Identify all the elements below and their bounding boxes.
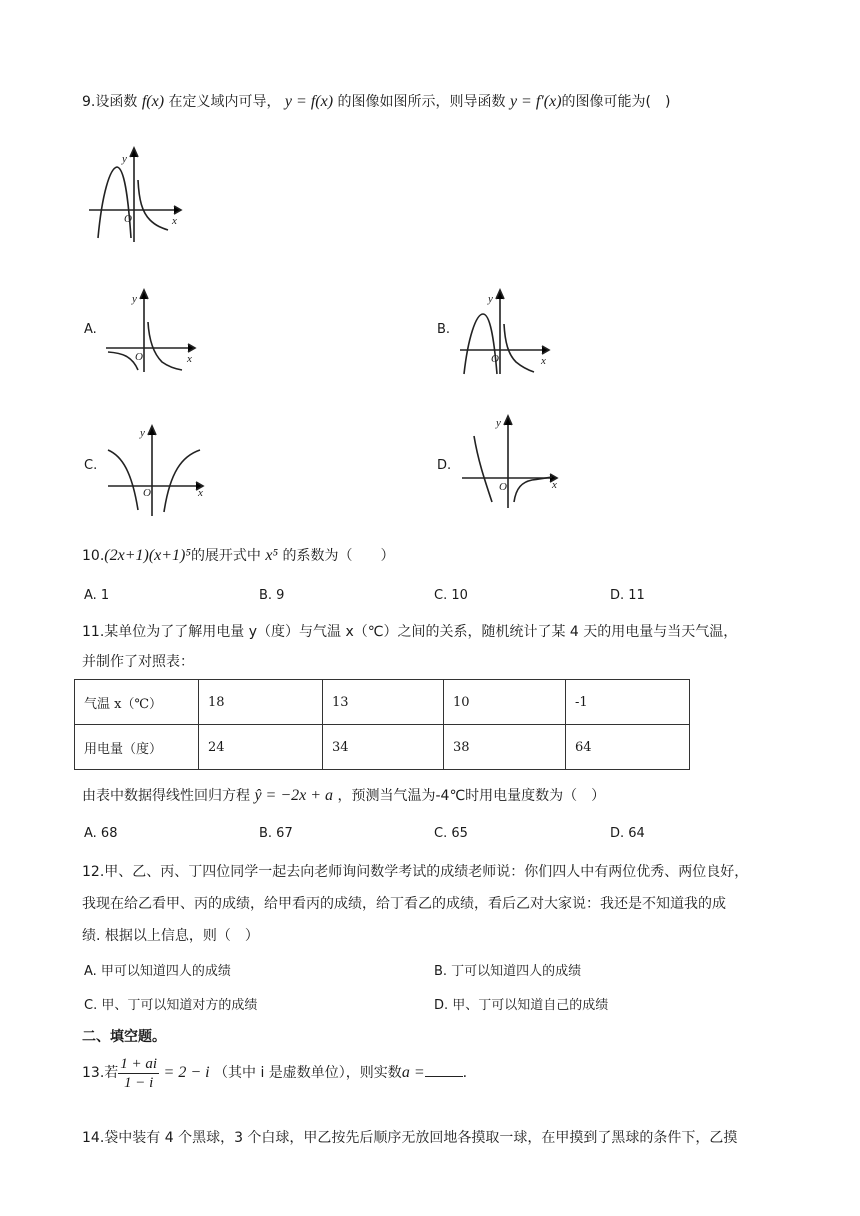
- q11-text-a: 由表中数据得线性回归方程: [82, 788, 250, 804]
- q9-c-x: x: [198, 487, 203, 499]
- q9-text-d: 的图像可能为( ): [561, 94, 671, 110]
- table-cell: 64: [566, 725, 690, 770]
- q12-option-c[interactable]: C. 甲、丁可以知道对方的成绩: [84, 998, 258, 1013]
- q9-option-a-graph[interactable]: [102, 284, 202, 376]
- q13-numerator: 1 + ai: [120, 1055, 158, 1072]
- q11-text-b: ，预测当气温为-4℃时用电量度数为（ ）: [337, 788, 606, 804]
- q9-yfpx: y = f′(x): [509, 93, 562, 110]
- q9-b-y: y: [488, 293, 493, 305]
- q9-option-b-label[interactable]: B.: [437, 322, 451, 337]
- table-cell: 38: [444, 725, 566, 770]
- q12-option-a[interactable]: A. 甲可以知道四人的成绩: [84, 964, 231, 979]
- q9-a-x: x: [187, 353, 192, 365]
- q9-c-y: y: [140, 427, 145, 439]
- q9-b-o: O: [491, 353, 499, 365]
- table-cell: 24: [199, 725, 323, 770]
- q10-option-c[interactable]: C. 10: [434, 588, 468, 603]
- q9-number: 9.: [82, 94, 96, 110]
- q10-stem: [82, 546, 395, 566]
- q13-answer-blank[interactable]: [425, 1062, 463, 1077]
- q10-number: 10.: [82, 548, 105, 564]
- q9-option-c-graph[interactable]: [102, 420, 212, 518]
- q12-option-d[interactable]: D. 甲、丁可以知道自己的成绩: [434, 998, 609, 1013]
- q13-rhs: = 2 − i: [163, 1064, 210, 1081]
- section-title: 二、填空题。: [82, 1029, 166, 1045]
- q13-var: a =: [401, 1064, 425, 1081]
- q9-text-c: 的图像如图所示，则导函数: [337, 94, 506, 110]
- q13-stem: [82, 1054, 467, 1092]
- q11-option-b[interactable]: B. 67: [259, 826, 293, 841]
- table-cell: -1: [566, 680, 690, 725]
- q9-c-o: O: [143, 487, 151, 499]
- table-cell: 用电量（度）: [75, 725, 199, 770]
- q9-option-a-label[interactable]: A.: [84, 322, 97, 337]
- q9-d-y: y: [496, 417, 501, 429]
- q9-fx: f(x): [141, 93, 165, 110]
- q12-line3: 绩. 根据以上信息，则（ ）: [82, 928, 259, 944]
- q13-fraction: [118, 1055, 159, 1092]
- q12-line2: 我现在给乙看甲、丙的成绩，给甲看丙的成绩，给丁看乙的成绩，看后乙对大家说：我还是不知道我的成: [82, 896, 726, 912]
- table-row: [75, 725, 690, 770]
- q9-d-o: O: [499, 481, 507, 493]
- q11-table: [74, 679, 690, 770]
- q13-number: 13.若: [82, 1065, 119, 1081]
- q10-text-a: 的展开式中: [190, 548, 261, 564]
- table-row: [75, 680, 690, 725]
- q9-main-x: x: [172, 215, 177, 227]
- q11-regression: [82, 786, 605, 806]
- table-cell: 气温 x（℃）: [75, 680, 199, 725]
- q9-option-d-graph[interactable]: [456, 410, 566, 510]
- q9-d-x: x: [552, 479, 557, 491]
- q10-option-b[interactable]: B. 9: [259, 588, 285, 603]
- q9-option-b-graph[interactable]: [456, 284, 556, 376]
- q9-text-a: 设函数: [95, 94, 138, 110]
- q10-text-b: 的系数为（ ）: [282, 548, 395, 564]
- q13-denominator: 1 − i: [124, 1074, 154, 1091]
- q13-end: .: [462, 1065, 468, 1081]
- q9-main-y: y: [122, 153, 127, 165]
- q9-a-y: y: [132, 293, 137, 305]
- q12-line1: 12.甲、乙、丙、丁四位同学一起去向老师询问数学考试的成绩老师说：你们四人中有两位优秀、两位良好，: [82, 864, 749, 880]
- q11-line1: 11.某单位为了了解用电量 y（度）与气温 x（℃）之间的关系，随机统计了某 4 天的用电量与当天气温，: [82, 624, 738, 640]
- q9-main-o: O: [124, 213, 132, 225]
- q10-expr: (2x+1)(x+1)⁵: [104, 547, 191, 564]
- q10-option-a[interactable]: A. 1: [84, 588, 110, 603]
- q9-main-graph: [84, 142, 194, 244]
- q14-line1: 14.袋中装有 4 个黑球，3 个白球，甲乙按先后顺序无放回地各摸取一球，在甲摸到了黑球的条件下，乙摸: [82, 1130, 738, 1146]
- q11-line2: 并制作了对照表：: [82, 654, 194, 670]
- q11-equation: ŷ = −2x + a: [254, 787, 334, 804]
- table-cell: 18: [199, 680, 323, 725]
- q9-option-d-label[interactable]: D.: [437, 458, 452, 473]
- q12-option-b[interactable]: B. 丁可以知道四人的成绩: [434, 964, 582, 979]
- q9-option-c-label[interactable]: C.: [84, 458, 98, 473]
- q10-term: x⁵: [265, 547, 279, 564]
- table-cell: 34: [323, 725, 444, 770]
- q9-a-o: O: [135, 351, 143, 363]
- q10-option-d[interactable]: D. 11: [610, 588, 645, 603]
- q11-option-a[interactable]: A. 68: [84, 826, 118, 841]
- q9-yfx: y = f(x): [284, 93, 334, 110]
- table-cell: 13: [323, 680, 444, 725]
- q9-stem: [82, 92, 670, 112]
- q13-text-a: （其中 i 是虚数单位），则实数: [214, 1065, 402, 1081]
- q9-b-x: x: [541, 355, 546, 367]
- table-cell: 10: [444, 680, 566, 725]
- q11-option-d[interactable]: D. 64: [610, 826, 645, 841]
- q9-text-b: 在定义域内可导，: [168, 94, 281, 110]
- q11-option-c[interactable]: C. 65: [434, 826, 468, 841]
